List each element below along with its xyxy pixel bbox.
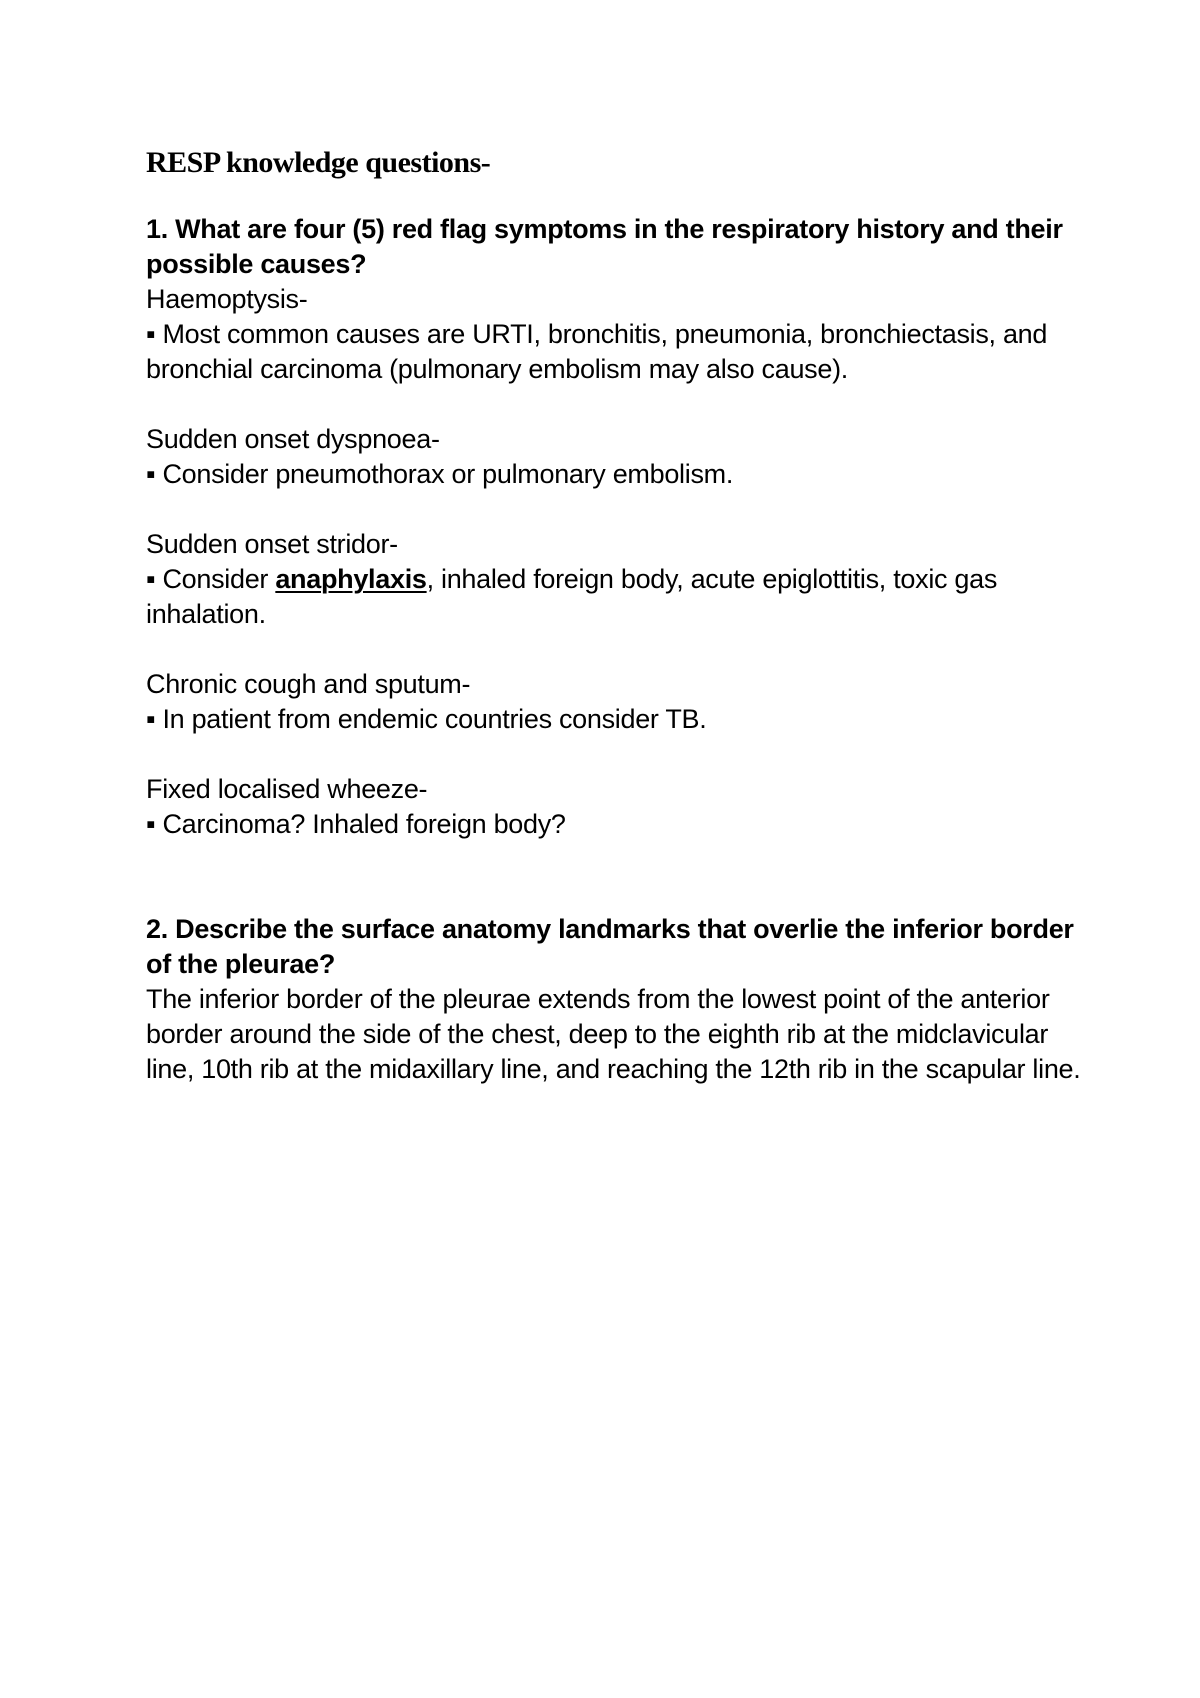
document-body	[146, 145, 1086, 1087]
red-flag-sudden-stridor	[146, 527, 1086, 632]
spacer	[146, 492, 1086, 527]
red-flag-bullet	[146, 562, 1086, 632]
red-flag-fixed-wheeze	[146, 772, 1086, 842]
anaphylaxis-emphasis: anaphylaxis	[275, 564, 427, 594]
question-1-section	[146, 212, 1086, 842]
question-2-section	[146, 912, 1086, 1087]
red-flag-haemoptysis	[146, 282, 1086, 387]
spacer	[146, 842, 1086, 912]
red-flag-heading: Sudden onset stridor-	[146, 529, 398, 559]
bullet-prefix: ▪ Consider	[146, 564, 276, 594]
red-flag-bullet: ▪ Carcinoma? Inhaled foreign body?	[146, 809, 566, 839]
red-flag-bullet: ▪ In patient from endemic countries consider TB.	[146, 704, 707, 734]
red-flag-bullet: ▪ Most common causes are URTI, bronchitis, pneumonia, bronchiectasis, and bronchial carcinoma (pulmonary embolism may also cause).	[146, 319, 1048, 384]
bullet-suffix: , inhaled foreign body, acute epiglottitis, toxic gas inhalation.	[146, 564, 998, 629]
red-flag-sudden-dyspnoea	[146, 422, 1086, 492]
question-2-answer: The inferior border of the pleurae extends from the lowest point of the anterior border around the side of the chest, deep to the eighth rib at the midclavicular line, 10th rib at the midaxillary line, and reaching the 12th rib in the scapular line.	[146, 984, 1081, 1084]
document-title: RESP knowledge questions-	[146, 146, 491, 179]
spacer	[146, 632, 1086, 667]
question-1: 1. What are four (5) red flag symptoms in the respiratory history and their possible causes?	[146, 214, 1063, 279]
spacer	[146, 737, 1086, 772]
red-flag-bullet: ▪ Consider pneumothorax or pulmonary embolism.	[146, 459, 734, 489]
red-flag-heading: Chronic cough and sputum-	[146, 669, 471, 699]
red-flag-heading: Sudden onset dyspnoea-	[146, 424, 440, 454]
red-flag-heading: Haemoptysis-	[146, 284, 308, 314]
red-flag-chronic-cough	[146, 667, 1086, 737]
red-flag-heading: Fixed localised wheeze-	[146, 774, 428, 804]
spacer	[146, 387, 1086, 422]
question-2: 2. Describe the surface anatomy landmarks that overlie the inferior border of the pleurae?	[146, 914, 1074, 979]
